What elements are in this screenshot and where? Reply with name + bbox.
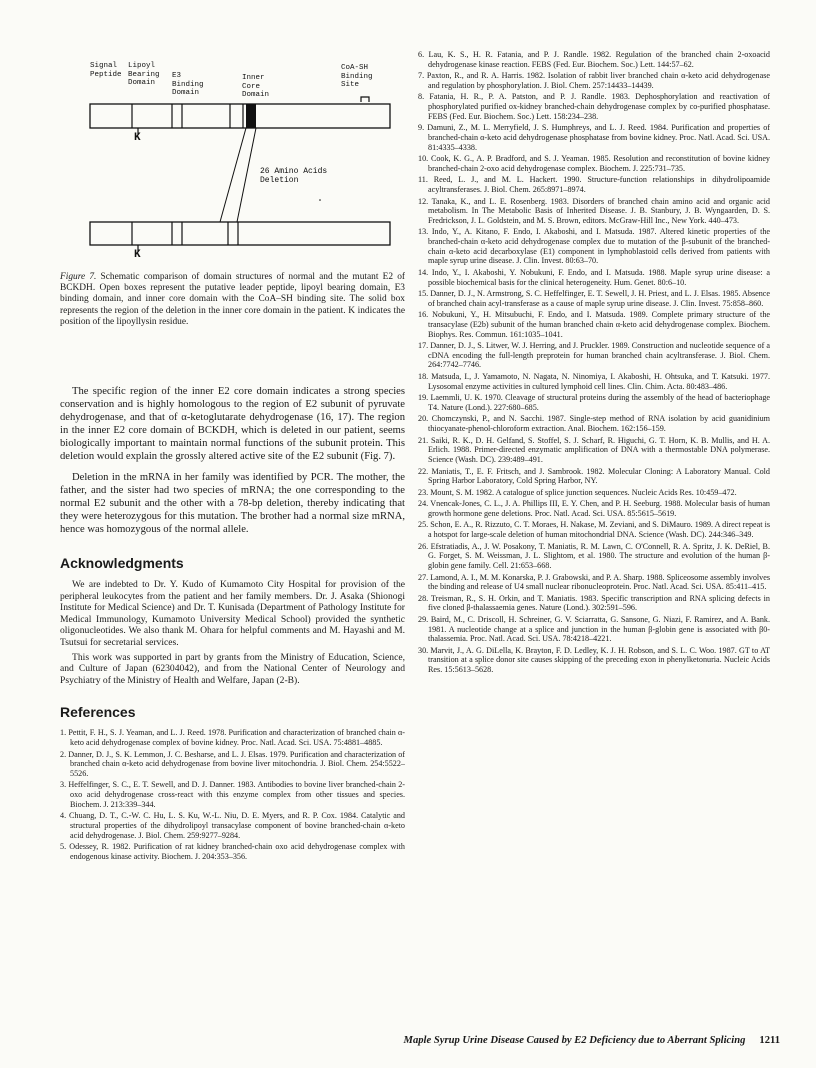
body-paragraph-2: Deletion in the mRNA in her family was identified by PCR. The mother, the father, and the sister had two species of mRNA; the one corresponding to the normal E2 subunit and the other with a 78-bp deletion, thereby indicating that they were heterozygous for this mutation. The brother had a normal size mRNA, hence was homozygous of the normal allele. xyxy=(60,472,405,536)
reference-item: 14. Indo, Y., I. Akaboshi, Y. Nobukuni, F. Endo, and I. Matsuda. 1988. Maple syrup urine disease: a possible biochemical basis for the clinical heterogeneity. Hum. Genet. 80:6–10. xyxy=(418,267,770,287)
figure-7 xyxy=(60,50,405,260)
reference-item: 18. Matsuda, I., J. Yamamoto, N. Nagata, N. Ninomiya, I. Akaboshi, H. Ohtsuka, and T. Katsuki. 1977. Lysosomal enzyme activities in cultured lymphoid cell lines. Clin. Chim. Acta. 80:483–486. xyxy=(418,372,770,391)
mutant-bar xyxy=(90,222,390,245)
reference-item: 19. Laemmli, U. K. 1970. Cleavage of structural proteins during the assembly of the head of bacteriophage T4. Nature (Lond.). 227:680–685. xyxy=(418,393,770,412)
references-list-left xyxy=(60,728,405,861)
k-label-top: K xyxy=(134,132,141,144)
reference-item: 2. Danner, D. J., S. K. Lemmon, J. C. Besharse, and L. J. Elsas. 1979. Purification and characterization of branched chain α-keto acid dehydrogenase from bovine liver mitochondria. J. Biol. Chem. 254:5522–5526. xyxy=(60,749,405,778)
reference-item: 3. Heffelfinger, S. C., E. T. Sewell, and D. J. Danner. 1983. Antibodies to bovine liver branched-chain 2-oxo acid dehydrogenase cross-react with this enzyme complex from other tissues and species. Biochem. J. 213:339–344. xyxy=(60,780,405,809)
label-inner-core: Inner Core Domain xyxy=(242,74,270,99)
reference-item: 12. Tanaka, K., and L. E. Rosenberg. 1983. Disorders of branched chain amino acid and organic acid metabolism. In The Metabolic Basis of Inherited Disease. J. B. Stanbury, J. B. Wyngaarden, D. S. Fredrickson, J. L. Goldstein, and M. S. Brown, editors. McGraw-Hill Inc., New York. 440–473. xyxy=(418,196,770,225)
reference-item: 15. Danner, D. J., N. Armstrong, S. C. Heffelfinger, E. T. Sewell, J. H. Priest, and L. J. Elsas. 1985. Absence of branched chain acyl-transferase as a cause of maple syrup urine disease. J. Clin. Invest. 75:858–860. xyxy=(418,289,770,308)
deletion-line-right xyxy=(237,128,256,222)
label-signal-peptide: Signal Peptide xyxy=(90,62,122,79)
deletion-line-left xyxy=(220,128,246,222)
reference-item: 20. Chomczynski, P., and N. Sacchi. 1987. Single-step method of RNA isolation by acid guanidinium thiocyanate-phenol-chloroform extraction. Anal. Biochem. 162:156–159. xyxy=(418,414,770,434)
reference-item: 30. Marvit, J., A. G. DiLella, K. Brayton, F. D. Ledley, K. J. H. Robson, and S. L. C. Woo. 1987. GT to AT transition at a splice donor site causes skipping of the preceding exon in phenylketonuria. Nucleic Acids Res. 15:5613–5628. xyxy=(418,645,770,675)
reference-item: 16. Nobukuni, Y., H. Mitsubuchi, F. Endo, and I. Matsuda. 1989. Complete primary structure of the transacylase (E2b) subunit of the human branched chain α-keto acid dehydrogenase complex. Biochem. Biophys. Res. Commun. 161:1035–1041. xyxy=(418,310,770,339)
coa-site-mark xyxy=(361,97,369,102)
reference-item: 1. Pettit, F. H., S. J. Yeaman, and L. J. Reed. 1978. Purification and characterization of branched chain α-keto acid dehydrogenase complex of bovine kidney. Proc. Natl. Acad. Sci. USA. 75:4881–4885. xyxy=(60,728,405,747)
label-deletion: 26 Amino Acids Deletion xyxy=(260,167,328,185)
ack-paragraph-2: This work was supported in part by grants from the Ministry of Education, Science, and Culture of Japan (62304042), and from the National Center of Neurology and Psychiatry of the Ministry of Health and Welfare, Japan (2-B). xyxy=(60,651,405,686)
reference-item: 21. Saiki, R. K., D. H. Gelfand, S. Stoffel, S. J. Scharf, R. Higuchi, G. T. Horn, K. B. Mullis, and H. A. Erlich. 1988. Primer-directed enzymatic amplification of DNA with a thermostable DNA polymerase. Science (Wash. DC). 239:489–491. xyxy=(418,435,770,464)
reference-item: 23. Mount, S. M. 1982. A catalogue of splice junction sequences. Nucleic Acids Res. 10:459–472. xyxy=(418,487,737,497)
right-column xyxy=(418,50,770,677)
references-heading: References xyxy=(60,704,136,721)
reference-item: 13. Indo, Y., A. Kitano, F. Endo, I. Akaboshi, and I. Matsuda. 1987. Altered kinetic properties of the branched-chain α-keto acid dehydrogenase complex due to mutation of the β-subunit of the branched-chain α-keto acid decarboxylase (E1) component in lymphoblastoid cells derived from patients with maple syrup urine disease. J. Clin. Invest. 80:63–70. xyxy=(418,227,770,266)
reference-item: 10. Cook, K. G., A. P. Bradford, and S. J. Yeaman. 1985. Resolution and reconstitution of bovine kidney branched-chain 2-oxo acid dehydrogenase complex. Biochem. J. 225:731–735. xyxy=(418,154,770,173)
reference-item: 22. Maniatis, T., E. F. Fritsch, and J. Sambrook. 1982. Molecular Cloning: A Laboratory Manual. Cold Spring Harbor Laboratory, Cold Spring Harbor, NY. xyxy=(418,466,770,486)
acknowledgments-heading: Acknowledgments xyxy=(60,554,184,571)
reference-item: 25. Schon, E. A., R. Rizzuto, C. T. Moraes, H. Nakase, M. Zeviani, and S. DiMauro. 1989. A direct repeat is a hotspot for large-scale deletion of human mitochondrial DNA. Science (Wash. DC). 244:346–349. xyxy=(418,520,770,540)
k-label-bottom: K xyxy=(134,249,141,261)
reference-item: 4. Chuang, D. T., C.-W. C. Hu, L. S. Ku, W.-L. Niu, D. E. Myers, and R. P. Cox. 1984. Catalytic and structural properties of the dihydrolipoyl transacylase component of bovine branched-chain α-keto acid dehydrogenase. J. Biol. Chem. 259:9277–9284. xyxy=(60,811,405,840)
caption-label: Figure 7. xyxy=(60,272,97,282)
body-paragraph-1: The specific region of the inner E2 core domain indicates a strong species conservation and is highly homologous to the region of E2 subunit of pyruvate dehydrogenase, and that of α-ketoglutarate dehydrogenase (16, 17). The region in the inner E2 core domain of BCKDH, which is deleted in our patient, seems biologically important to maintain normal functions of the subunit protein. This deletion would explain the grossly altered active site of the E2 subunit (Fig. 7). xyxy=(60,386,405,462)
reference-item: 27. Lamond, A. I., M. M. Konarska, P. J. Grabowski, and P. A. Sharp. 1988. Spliceosome assembly involves the binding and release of U4 small nuclear ribonucleoprotein. Proc. Natl. Acad. Sci. USA. 85:411–415. xyxy=(418,572,770,592)
reference-item: 6. Lau, K. S., H. R. Fatania, and P. J. Randle. 1982. Regulation of the branched chain 2-oxoacid dehydrogenase kinase reaction. FEBS (Fed. Eur. Biochem. Soc.) Lett. 144:57–62. xyxy=(418,50,770,69)
running-title: Maple Syrup Urine Disease Caused by E2 Deficiency due to Aberrant Splicing xyxy=(403,1035,746,1046)
left-column xyxy=(60,50,405,863)
page-footer xyxy=(300,1035,780,1046)
reference-item: 7. Paxton, R., and R. A. Harris. 1982. Isolation of rabbit liver branched chain α-keto acid dehydrogenase and regulation by phosphorylation. J. Biol. Chem. 257:14433–14439. xyxy=(418,71,770,90)
reference-item: 28. Treisman, R., S. H. Orkin, and T. Maniatis. 1983. Specific transcription and RNA splicing defects in five cloned β-thalassaemia genes. Nature (Lond.). 302:591–596. xyxy=(418,593,770,613)
label-e3-binding: E3 Binding Domain xyxy=(172,72,204,97)
reference-item: 8. Fatania, H. R., P. A. Patston, and P. J. Randle. 1983. Dephosphorylation and reactivation of phosphorylated purified ox-kidney branched-chain dehydrogenase complex by co-purified phosphatase. FEBS (Fed. Eur. Biochem. Soc.) Lett. 158:234–238. xyxy=(418,92,770,121)
references-list-right xyxy=(418,50,770,675)
reference-item: 5. Odessey, R. 1982. Purification of rat kidney branched-chain oxo acid dehydrogenase complex with endogenous kinase activity. Biochem. J. 204:353–356. xyxy=(60,842,405,861)
figure-caption xyxy=(60,272,405,328)
reference-item: 24. Vnencak-Jones, C. L., J. A. Phillips III, E. Y. Chen, and P. H. Seeburg. 1988. Molecular basis of human growth hormone gene deletions. Proc. Natl. Acad. Sci. USA. 85:5615–5619. xyxy=(418,499,770,518)
reference-item: 11. Reed, L. J., and M. L. Hackert. 1990. Structure-function relationships in dihydrolipoamide acyltransferases. J. Biol. Chem. 265:8971–8974. xyxy=(418,175,770,194)
speck xyxy=(319,199,321,201)
page-number: 1211 xyxy=(759,1035,780,1046)
reference-item: 29. Baird, M., C. Driscoll, H. Schreiner, G. V. Sciarratta, G. Sansone, G. Niazi, F. Ramirez, and A. Bank. 1981. A nucleotide change at a splice and junction in the human β-globin gene is associated with β0-thalassemia. Proc. Natl. Acad. Sci. USA. 78:4218–4221. xyxy=(418,614,770,644)
label-coa-site: CoA-SH Binding Site xyxy=(341,64,373,89)
caption-text: Schematic comparison of domain structures of normal and the mutant E2 of BCKDH. Open boxes represent the putative leader peptide, lipoyl bearing domain, E3 binding domain, and inner core domain with the CoA–SH binding site. The solid box represents the region of the deletion in the inner core domain in the patient. K indicates the position of the lipoyllysin residue. xyxy=(60,272,405,327)
normal-bar xyxy=(90,104,390,128)
ack-paragraph-1: We are indebted to Dr. Y. Kudo of Kumamoto City Hospital for provision of the peripheral leukocytes from the patient and her family members. Dr. J. Asaka (Shionogi Institute for Medical Science) and Dr. T. Kunisada (Department of Pathology Institute for Medical Immunology, Kumamoto University Medical School) provided the synthetic oligonucleotides. We also thank M. Ohara for helpful comments and M. Hayashi and M. Tsutsui for secretarial services. xyxy=(60,578,405,648)
label-lipoyl-domain: Lipoyl Bearing Domain xyxy=(128,62,160,87)
deletion-region-box xyxy=(246,104,256,128)
reference-item: 17. Danner, D. J., S. Litwer, W. J. Herring, and J. Pruckler. 1989. Construction and nucleotide sequence of a cDNA encoding the full-length preprotein for human branched chain acyltransferase. J. Biol. Chem. 264:7742–7746. xyxy=(418,341,770,370)
reference-item: 26. Efstratiadis, A., J. W. Posakony, T. Maniatis, R. M. Lawn, C. O'Connell, R. A. Spritz, J. K. DeRiel, B. G. Forget, S. M. Weissman, J. L. Slightom, et al. 1980. The structure and evolution of the human β-globin gene family. Cell. 21:653–668. xyxy=(418,541,770,570)
reference-item: 9. Damuni, Z., M. L. Merryfield, J. S. Humphreys, and L. J. Reed. 1984. Purification and properties of branched-chain α-keto acid dehydrogenase phosphatase from bovine kidney. Proc. Natl. Acad. Sci. USA. 81:4335–4338. xyxy=(418,123,770,152)
